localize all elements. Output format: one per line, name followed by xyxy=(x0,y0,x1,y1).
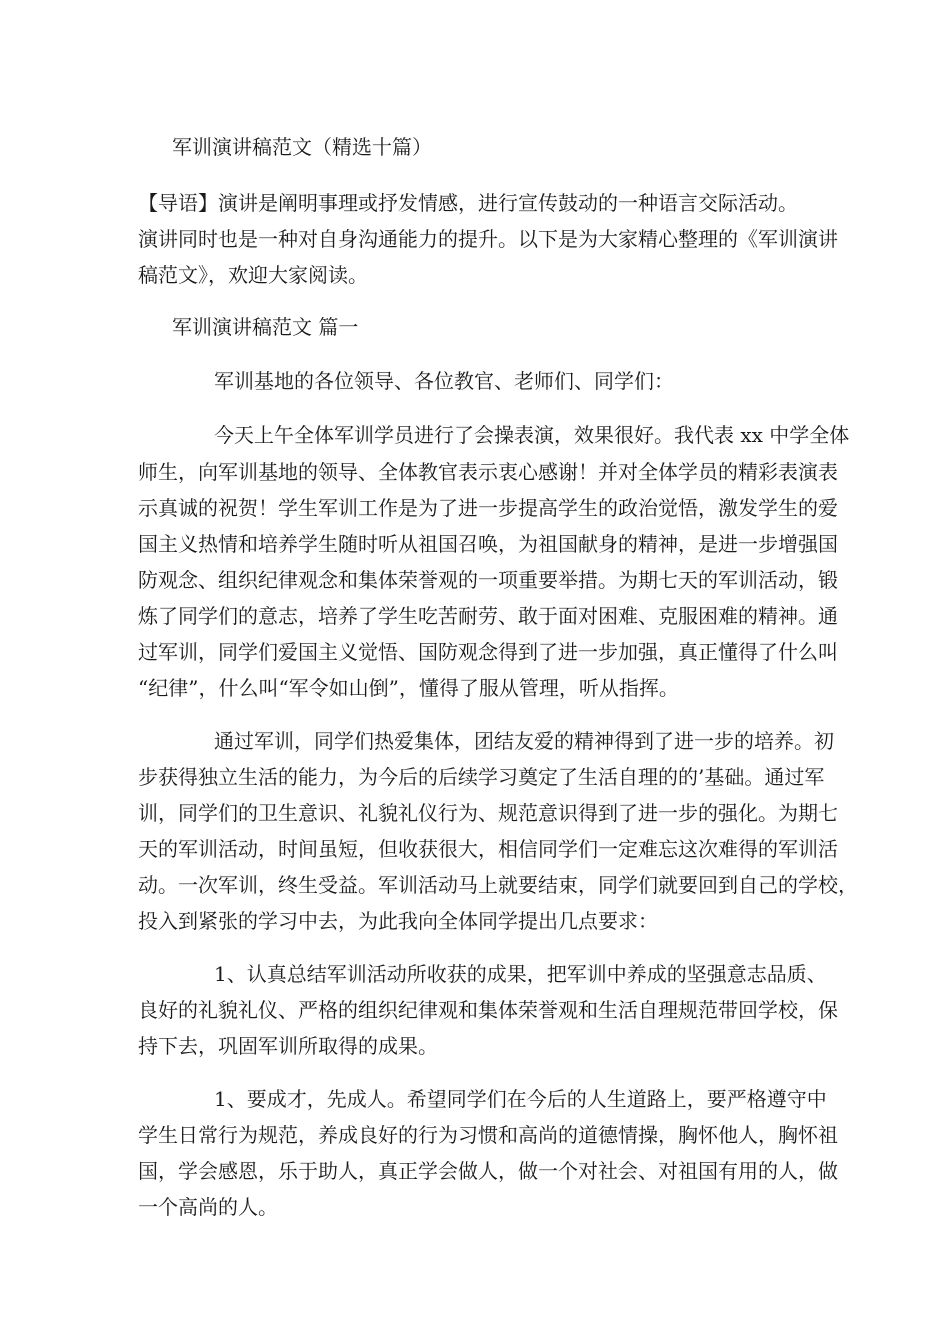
paragraph-line: 1、认真总结军训活动所收获的成果，把军训中养成的坚强意志品质、 xyxy=(214,962,827,986)
paragraph-line: 步获得独立生活的能力，为今后的后续学习奠定了生活自理的的’基础。通过军 xyxy=(138,765,825,789)
section-heading: 军训演讲稿范文 篇一 xyxy=(172,315,359,339)
paragraph-line: 师生，向军训基地的领导、全体教官表示衷心感谢！并对全体学员的精彩表演表 xyxy=(138,460,838,484)
document-title: 军训演讲稿范文（精选十篇） xyxy=(172,135,432,159)
paragraph-line: 学生日常行为规范，养成良好的行为习惯和高尚的道德情操，胸怀他人，胸怀祖 xyxy=(138,1123,838,1147)
intro-line: 【导语】演讲是阐明事理或抒发情感，进行宣传鼓动的一种语言交际活动。 xyxy=(138,191,798,215)
paragraph-line: 训，同学们的卫生意识、礼貌礼仪行为、规范意识得到了进一步的强化。为期七 xyxy=(138,801,838,825)
paragraph-line: 国主义热情和培养学生随时听从祖国召唤，为祖国献身的精神，是进一步增强国 xyxy=(138,532,838,556)
paragraph-line: 今天上午全体军训学员进行了会操表演，效果很好。我代表 xx 中学全体 xyxy=(214,423,850,447)
paragraph-line: 动。一次军训，终生受益。军训活动马上就要结束，同学们就要回到自己的学校， xyxy=(138,873,858,897)
paragraph-line: 一个高尚的人。 xyxy=(138,1195,278,1219)
paragraph-line: 过军训，同学们爱国主义觉悟、国防观念得到了进一步加强，真正懂得了什么叫 xyxy=(138,640,838,664)
paragraph-line: 示真诚的祝贺！学生军训工作是为了进一步提高学生的政治觉悟，激发学生的爱 xyxy=(138,496,838,520)
paragraph-line: 国，学会感恩，乐于助人，真正学会做人，做一个对社会、对祖国有用的人，做 xyxy=(138,1159,838,1183)
paragraph-line: 投入到紧张的学习中去，为此我向全体同学提出几点要求： xyxy=(138,909,658,933)
paragraph-line: 1、要成才，先成人。希望同学们在今后的人生道路上，要严格遵守中 xyxy=(214,1087,827,1111)
paragraph-line: 防观念、组织纪律观念和集体荣誉观的一项重要举措。为期七天的军训活动，锻 xyxy=(138,568,838,592)
paragraph-line: “纪律”，什么叫“军令如山倒”，懂得了服从管理，听从指挥。 xyxy=(138,676,679,700)
paragraph-line: 良好的礼貌礼仪、严格的组织纪律观和集体荣誉观和生活自理规范带回学校，保 xyxy=(138,998,838,1022)
paragraph-line: 持下去，巩固军训所取得的成果。 xyxy=(138,1034,438,1058)
paragraph-line: 天的军训活动，时间虽短，但收获很大，相信同学们一定难忘这次难得的军训活 xyxy=(138,837,838,861)
intro-line: 演讲同时也是一种对自身沟通能力的提升。以下是为大家精心整理的《军训演讲 xyxy=(138,227,838,251)
paragraph-line: 通过军训，同学们热爱集体，团结友爱的精神得到了进一步的培养。初 xyxy=(214,729,834,753)
paragraph-line: 炼了同学们的意志，培养了学生吃苦耐劳、敢于面对困难、克服困难的精神。通 xyxy=(138,604,838,628)
greeting: 军训基地的各位领导、各位教官、老师们、同学们： xyxy=(214,369,674,393)
intro-line: 稿范文》，欢迎大家阅读。 xyxy=(138,263,368,287)
